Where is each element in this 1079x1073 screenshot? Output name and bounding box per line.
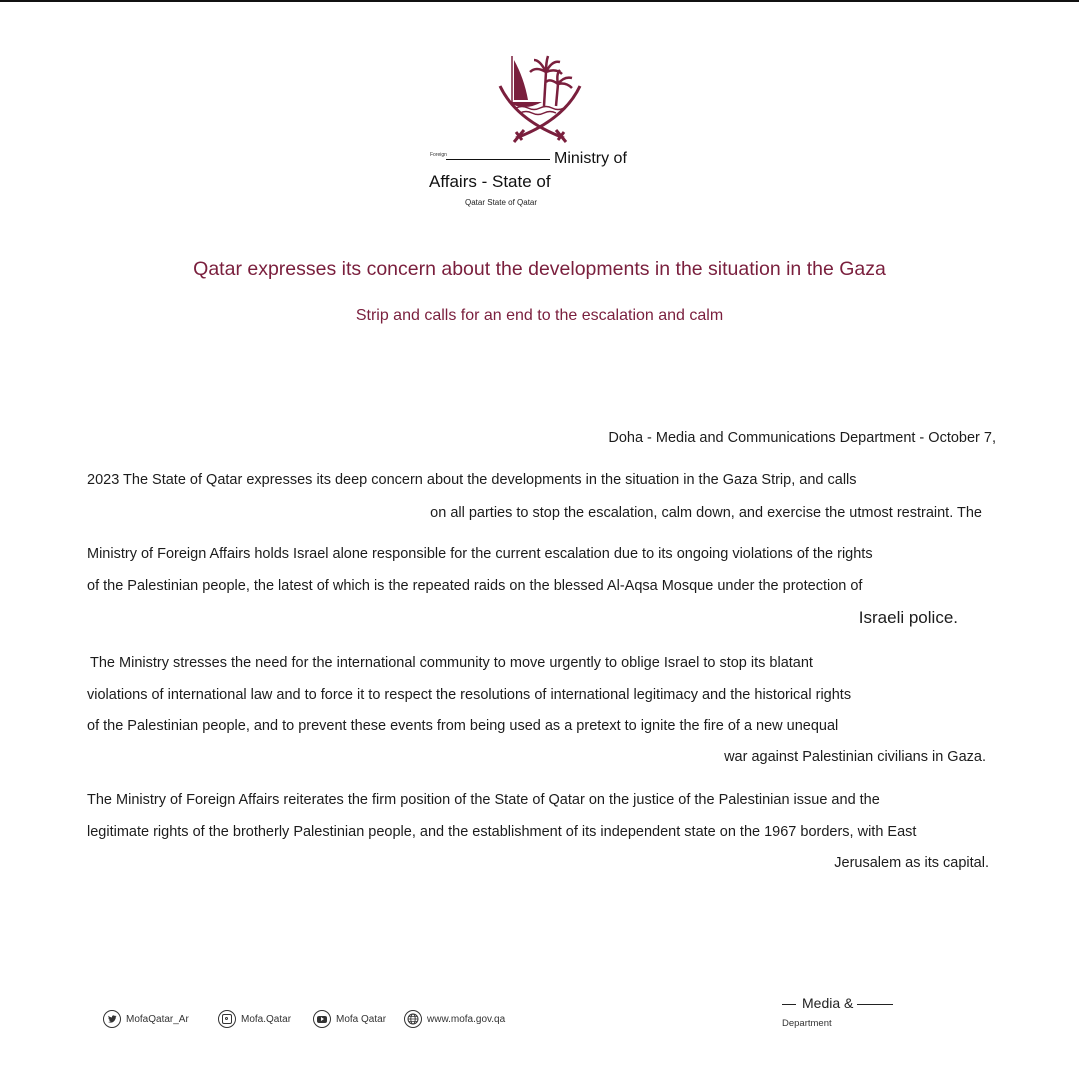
footer-twitter[interactable] <box>103 1010 189 1028</box>
body-line: violations of international law and to force it to respect the resolutions of international legitimacy and the historical rights <box>87 687 852 703</box>
letterhead-line1: Ministry of <box>554 150 627 167</box>
footer-website[interactable] <box>404 1010 505 1028</box>
footer-website-url: www.mofa.gov.qa <box>427 1013 506 1025</box>
footer-instagram-handle: Mofa.Qatar <box>241 1013 292 1025</box>
body-line: 2023 The State of Qatar expresses its deep concern about the developments in the situation in the Gaza Strip, and calls <box>87 472 857 488</box>
body-line: of the Palestinian people, and to prevent these events from being used as a pretext to ignite the fire of a new unequal <box>87 718 839 734</box>
footer-instagram[interactable] <box>218 1010 291 1028</box>
body-line: Israeli police. <box>858 608 958 627</box>
footer-youtube[interactable] <box>313 1010 386 1028</box>
letterhead-line2: Affairs - State of <box>429 172 551 191</box>
instagram-icon <box>218 1010 236 1028</box>
body-line: on all parties to stop the escalation, calm down, and exercise the utmost restraint. The <box>430 505 982 521</box>
body-line: The Ministry stresses the need for the international community to move urgently to oblige Israel to stop its blatant <box>90 655 813 671</box>
body-line: Jerusalem as its capital. <box>834 855 989 871</box>
footer-department-line2: Department <box>782 1018 832 1029</box>
letterhead-line3: Qatar State of Qatar <box>465 198 538 207</box>
footer-youtube-handle: Mofa Qatar <box>336 1013 387 1025</box>
footer-dept-text1: Media & <box>802 995 854 1011</box>
headline: Qatar expresses its concern about the developments in the situation in the Gaza <box>193 258 886 280</box>
body-line: of the Palestinian people, the latest of which is the repeated raids on the blessed Al-Aqsa Mosque under the protection of <box>87 578 863 594</box>
subheadline: Strip and calls for an end to the escalation and calm <box>355 307 724 324</box>
body-line: Doha - Media and Communications Department - October 7, <box>608 430 996 446</box>
globe-icon <box>404 1010 422 1028</box>
letterhead-tiny-label: Foreign <box>430 152 447 158</box>
twitter-icon <box>103 1010 121 1028</box>
youtube-icon <box>313 1010 331 1028</box>
body-line: war against Palestinian civilians in Gaza. <box>724 749 986 765</box>
letterhead-ministry-line <box>446 150 627 168</box>
body-line: legitimate rights of the brotherly Palestinian people, and the establishment of its independent state on the 1967 borders, with East <box>87 824 917 840</box>
qatar-emblem-icon <box>494 50 586 146</box>
letterhead-rule <box>446 159 550 160</box>
body-line: Ministry of Foreign Affairs holds Israel alone responsible for the current escalation due to its ongoing violations of the rights <box>87 546 873 562</box>
body-line: The Ministry of Foreign Affairs reiterates the firm position of the State of Qatar on the justice of the Palestinian issue and the <box>87 792 880 808</box>
footer-twitter-handle: MofaQatar_Ar <box>126 1013 189 1025</box>
footer-department-line1 <box>782 995 893 1011</box>
page-top-border <box>0 0 1079 2</box>
